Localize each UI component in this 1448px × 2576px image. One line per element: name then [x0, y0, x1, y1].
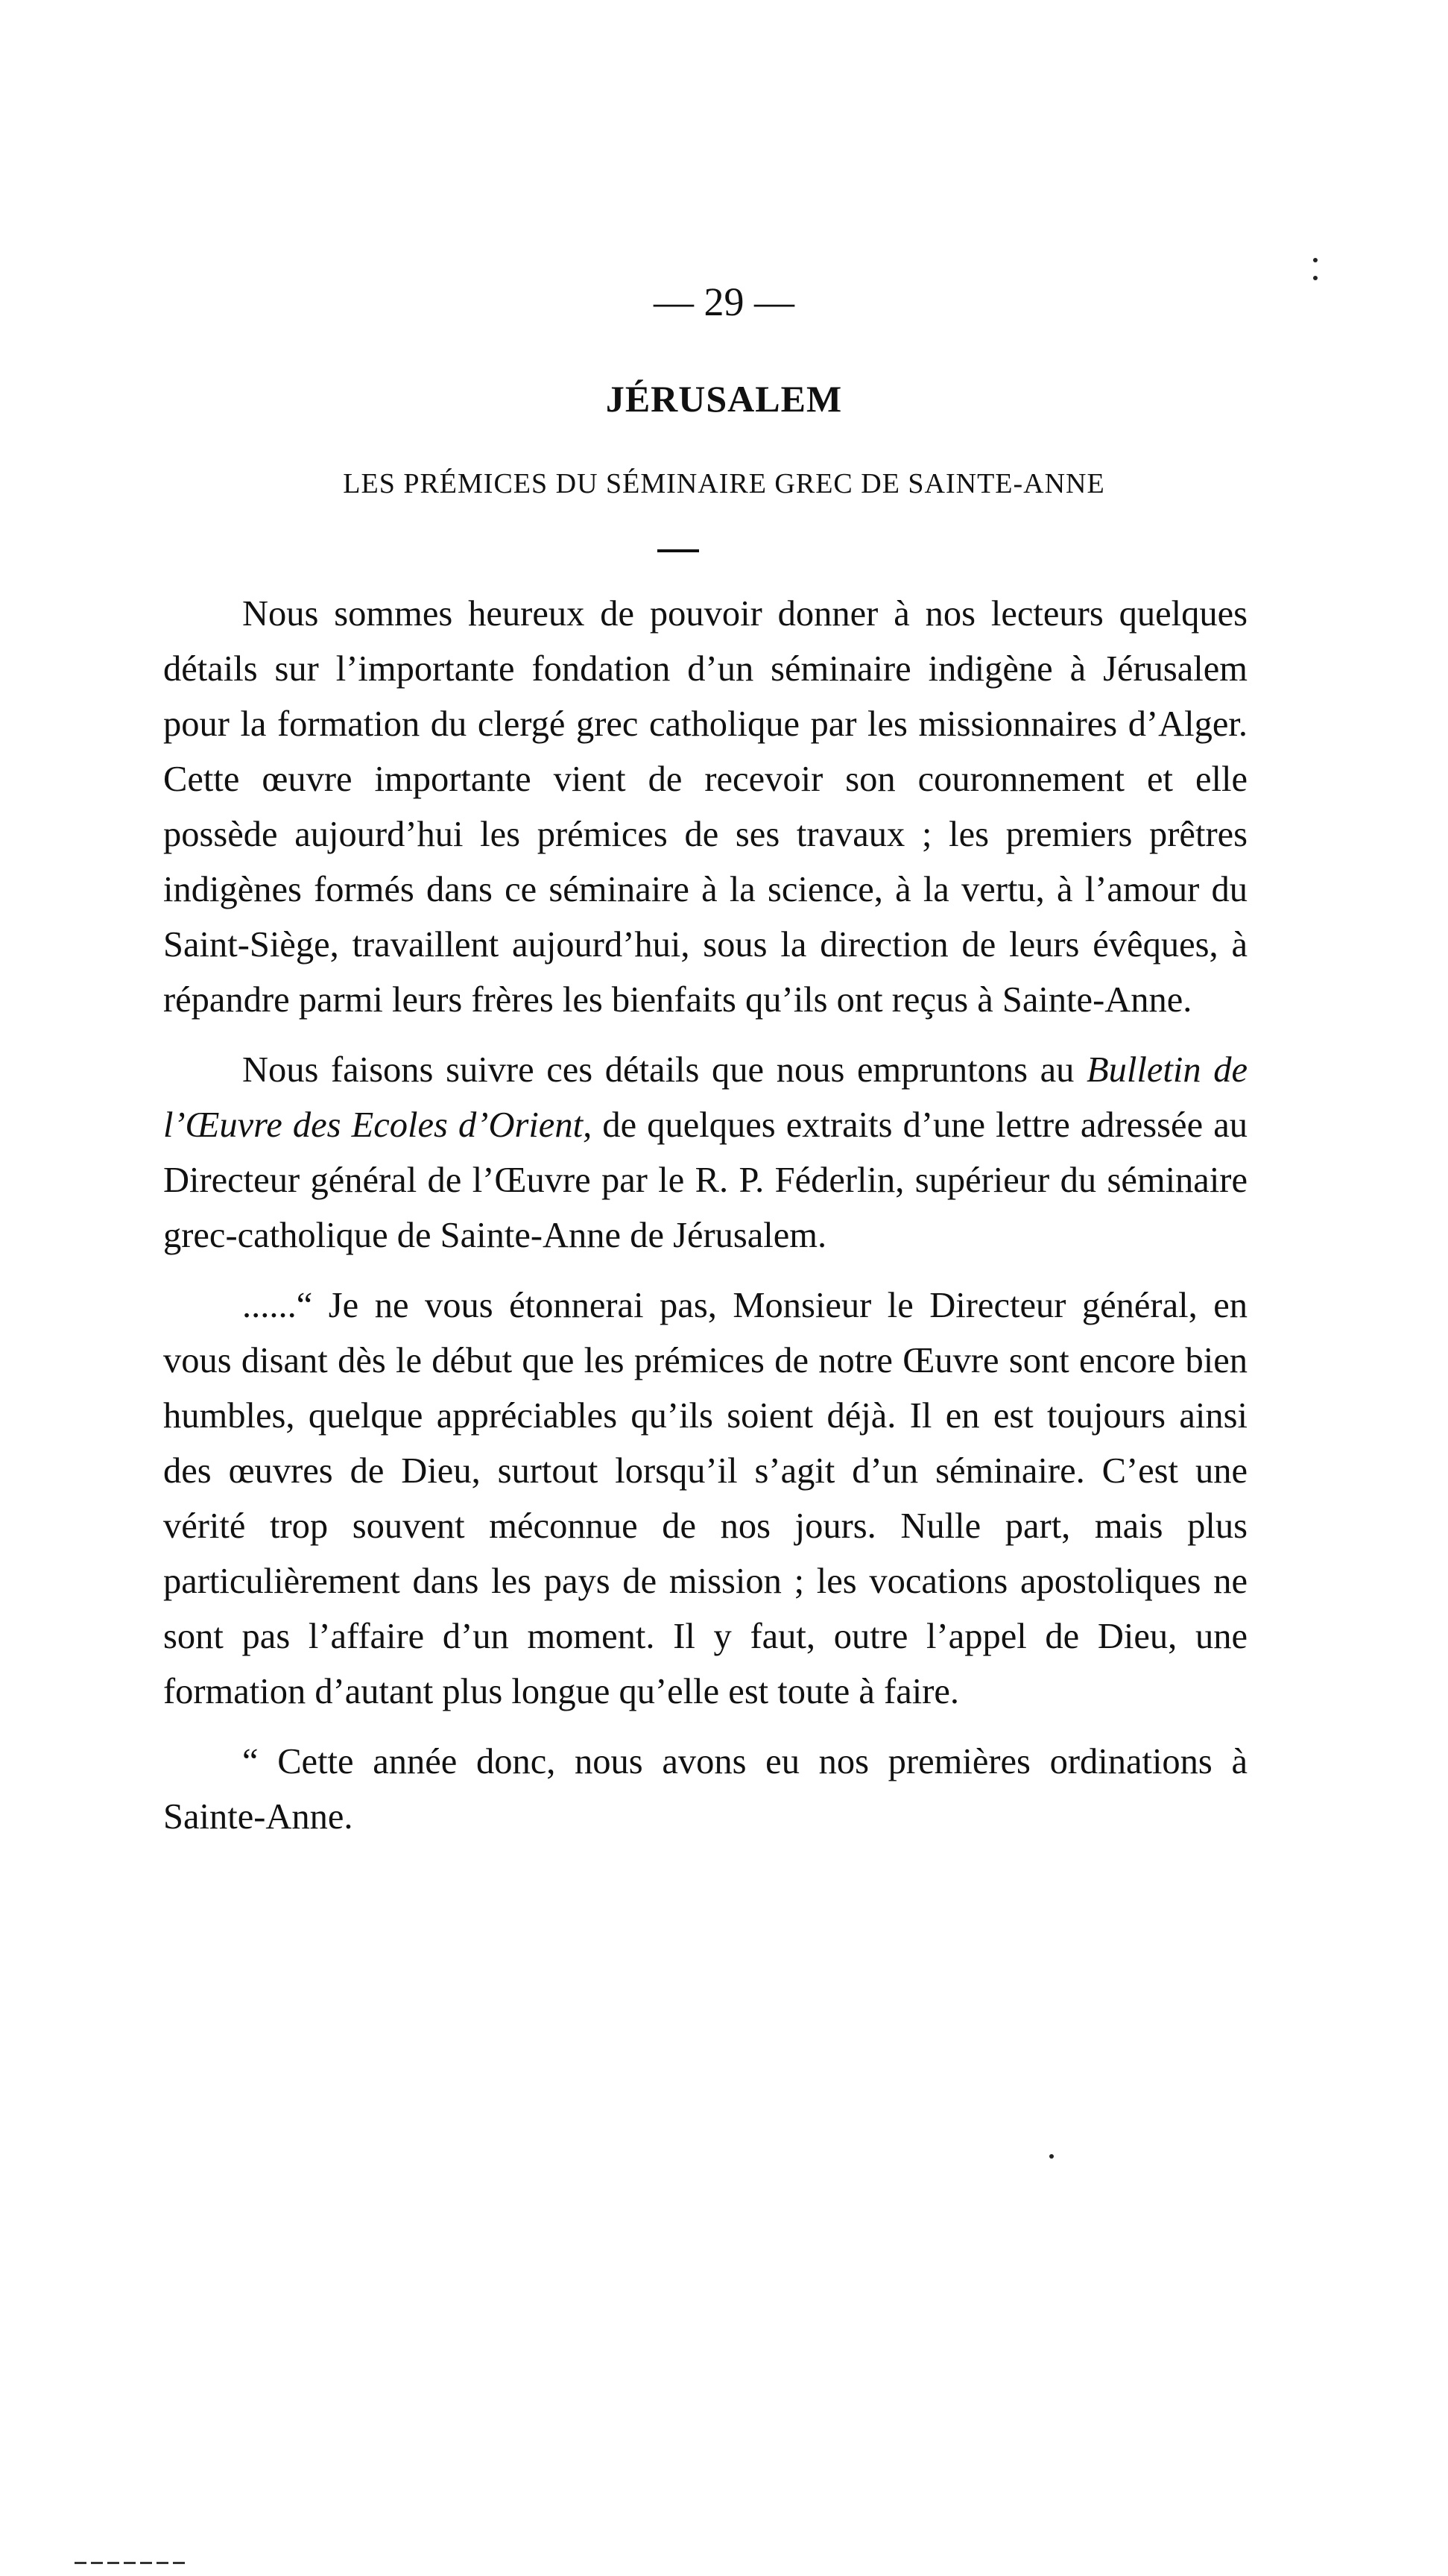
title-separator	[657, 549, 699, 552]
paragraph-letter: ......“ Je ne vous étonnerai pas, Monsieur le Directeur général, en vous disant dès le début que les prémices de notre Œuvre sont encore bien humbles, quelque appréciables qu’ils soient déjà. Il en est toujours ainsi des œuvres de Dieu, surtout lorsqu’il s’agit d’un séminaire. C’est une vérité trop souvent méconnue de nos jours. Nulle part, mais plus particulièrement dans les pays de mission ; les vocations apostoliques ne sont pas l’affaire d’un moment. Il y faut, outre l’appel de Dieu, une formation d’autant plus longue qu’elle est toute à faire.	[163, 1286, 1248, 1711]
body-text	[163, 587, 1248, 1846]
paragraph-ordinations: “ Cette année donc, nous avons eu nos premières ordinations à Sainte-Anne.	[163, 1742, 1248, 1837]
paragraph-bulletin	[163, 1043, 1248, 1263]
paragraph-bulletin-part1: Nous faisons suivre ces détails que nous empruntons au	[242, 1050, 1087, 1090]
margin-speck	[1313, 276, 1318, 280]
section-subtitle: LES PRÉMICES DU SÉMINAIRE GREC DE SAINTE-ANNE	[343, 468, 1105, 499]
paragraph-bulletin-part2: de quelques extraits d’une lettre adressée au Directeur général de l’Œuvre par le R. P. Féderlin, supérieur du séminaire grec-catholique de Sainte-Anne de Jérusalem.	[163, 1105, 1248, 1255]
paragraph-intro: Nous sommes heureux de pouvoir donner à nos lecteurs quelques détails sur l’importante fondation d’un séminaire indigène à Jérusalem pour la formation du clergé grec catholique par les missionnaires d’Alger. Cette œuvre importante vient de recevoir son couronnement et elle possède aujourd’hui les prémices de ses travaux ; les premiers prêtres indigènes formés dans ce séminaire à la science, à la vertu, à l’amour du Saint-Siège, travaillent aujourd’hui, sous la direction de leurs évêques, à répandre parmi leurs frères les bienfaits qu’ils ont reçus à Sainte-Anne.	[163, 594, 1248, 1020]
bulletin-title: Bulletin de l’Œuvre des Ecoles d’Orient,	[163, 1050, 1248, 1145]
page-title: JÉRUSALEM	[605, 378, 843, 420]
page-number: — 29 —	[654, 280, 794, 324]
footer-mark	[75, 2562, 186, 2564]
margin-speck	[1049, 2154, 1054, 2159]
margin-speck	[1313, 258, 1318, 262]
